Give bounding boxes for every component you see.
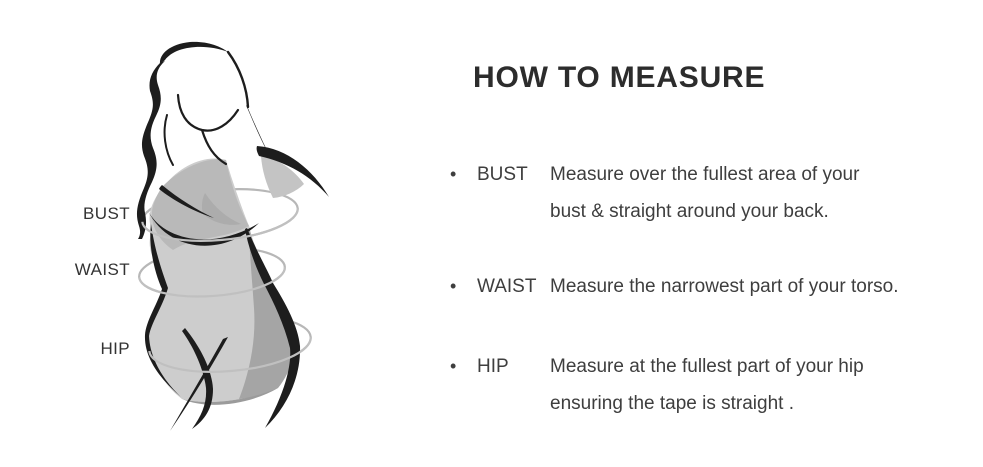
figure-label-hip: HIP <box>100 339 130 358</box>
instruction-line: bust & straight around your back. <box>550 201 829 222</box>
instruction-text-bust <box>550 156 960 230</box>
figure-label-waist: WAIST <box>74 260 130 279</box>
instruction-term-bust: BUST <box>477 164 528 185</box>
bullet-icon: • <box>450 356 457 376</box>
measurement-figure <box>0 0 400 467</box>
figure-label-bust: BUST <box>83 204 130 223</box>
page-title: HOW TO MEASURE <box>473 61 766 94</box>
instruction-hip <box>450 348 960 422</box>
bullet-icon: • <box>450 164 457 184</box>
instruction-text-hip <box>550 348 960 422</box>
woman-silhouette-illustration <box>55 8 355 463</box>
instruction-line: Measure at the fullest part of your hip <box>550 356 864 377</box>
instruction-waist <box>450 268 960 305</box>
instruction-term-waist: WAIST <box>477 276 537 297</box>
instruction-line: Measure the narrowest part of your torso. <box>550 276 899 297</box>
instruction-line: ensuring the tape is straight . <box>550 393 794 414</box>
instruction-line: Measure over the fullest area of your <box>550 164 860 185</box>
instruction-bust <box>450 156 960 230</box>
bullet-icon: • <box>450 276 457 296</box>
instruction-text-waist <box>550 268 960 305</box>
instruction-term-hip: HIP <box>477 356 509 377</box>
